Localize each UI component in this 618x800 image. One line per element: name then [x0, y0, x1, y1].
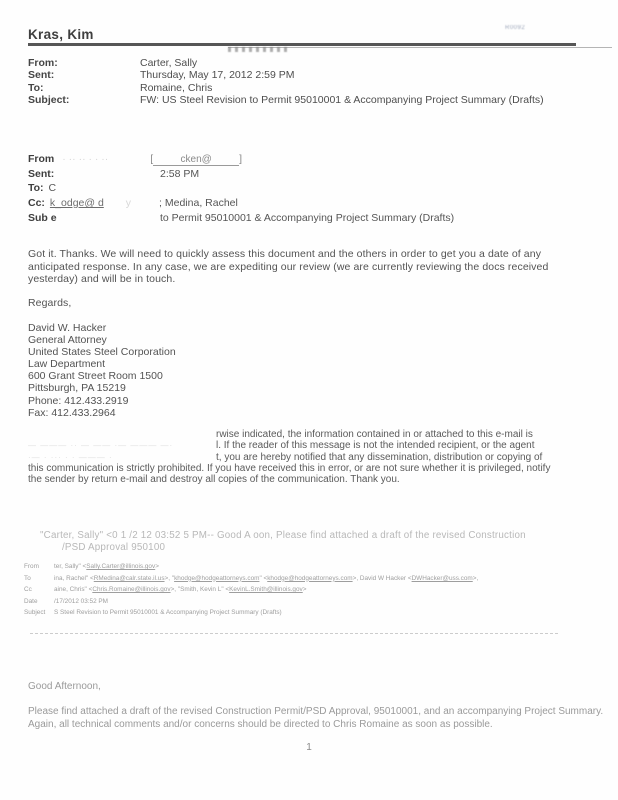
email-address: DWHacker@uss.com: [411, 574, 473, 582]
closing-line: Regards,: [28, 297, 72, 309]
notice-line: [28, 452, 600, 463]
notice-text: t, you are hereby notified that any dissemination, distribution or copying of: [216, 451, 543, 463]
subject-label: Subject: [24, 609, 46, 617]
date-value: /17/2012 03:52 PM: [54, 597, 109, 605]
from-value: Carter, Sally: [140, 57, 198, 69]
message-body-paragraph: Got it. Thanks. We will need to quickly assess this document and the others in order to get you a date of any anticipated response. In any case, we are expediting our review (we are currently reviewing the docs received yesterday) and will be in touch.: [28, 248, 549, 286]
stamp-mark: R0092: [505, 25, 526, 31]
to-text: >, David W Hacker <: [352, 574, 412, 582]
redacted-fragment: y: [125, 197, 132, 210]
sent-value: 2:58 PM: [160, 167, 200, 180]
header-field-row: [24, 607, 614, 619]
bracket-open: [: [150, 153, 154, 165]
sent-label: Sent:: [28, 167, 55, 180]
cc-label: Cc: [24, 586, 32, 594]
header-field-row: [24, 561, 614, 573]
recipient-name: Kras, Kim: [28, 27, 94, 42]
email-address: RMedina@calr.state.il.us: [93, 574, 165, 582]
signature-title: General Attorney: [28, 334, 107, 347]
header-field-row: [28, 167, 598, 182]
quoted-reply-line: /PSD Approval 950100: [62, 542, 166, 553]
notice-line: [28, 429, 600, 440]
sent-value: Thursday, May 17, 2012 2:59 PM: [140, 69, 295, 82]
sent-label: Sent:: [28, 69, 55, 82]
to-text: >,: [472, 574, 479, 582]
to-text: " <: [259, 574, 268, 582]
redacted-email-fragment: cken@: [153, 154, 239, 166]
email-header-block-2: [28, 152, 598, 226]
header-field-row: [24, 584, 614, 596]
cc-label: Cc:: [28, 197, 45, 210]
cc-text: >, "Smith, Kevin L" <: [170, 586, 230, 594]
signature-street: 600 Grant Street Room 1500: [28, 370, 163, 383]
to-value: Romaine, Chris: [140, 81, 213, 94]
email-address: KevinL.Smith@illinois.gov: [229, 586, 303, 594]
bracket-close: ]: [239, 153, 243, 165]
notice-line: this communication is strictly prohibited. If you have received this in error, or are not sure whether it is privileged, notify: [28, 463, 551, 475]
header-field-row: [28, 57, 598, 69]
email-address: Chris.Romaine@illinois.gov: [92, 586, 171, 594]
footer-paragraph: Please find attached a draft of the revised Construction Permit/PSD Approval, 95010001, and an accompanying Project Summary. Again, all technical comments and/or concerns should be directed to Chris Romaine as soon as possible.: [28, 706, 604, 731]
header-field-row: [28, 82, 598, 94]
email-address: khodge@hodgeattorneys.com: [174, 574, 260, 582]
signature-phone: Phone: 412.433.2919: [28, 394, 129, 407]
cc-text: >: [302, 586, 307, 594]
subject-value: S Steel Revision to Permit 95010001 & Accompanying Project Summary (Drafts): [54, 609, 282, 617]
to-value: [54, 573, 478, 585]
to-label: To:: [28, 81, 44, 94]
header-field-row: [24, 573, 614, 585]
to-text: >, ": [164, 574, 175, 582]
from-label: From: [24, 563, 39, 570]
header-rule: [28, 43, 576, 46]
header-field-row: [24, 596, 614, 608]
cc-value: [54, 584, 306, 596]
signature-city: Pittsburgh, PA 15219: [28, 382, 126, 395]
notice-line: the sender by return e-mail and destroy all copies of the communication. Thank you.: [28, 474, 400, 486]
header-field-row: [28, 69, 598, 81]
to-label: To: [24, 574, 31, 582]
cc-address-fragment: k_odge@ d: [49, 197, 104, 210]
date-label: Date: [24, 597, 38, 605]
quoted-reply-line: "Carter, Sally" <0 1 /2 12 03:52 5 PM-- Good A oon, Please find attached a draft of the revised Construction: [40, 530, 526, 541]
cc-value: ; Medina, Rachel: [159, 197, 238, 210]
notice-text: rwise indicated, the information contained in or attached to this e-mail is: [216, 429, 533, 440]
redacted-fragment: ·— · ··· · · ——— ·: [28, 452, 113, 462]
from-label: From:: [28, 57, 58, 69]
header-field-row: [28, 196, 598, 211]
header-field-row: [28, 94, 598, 106]
header-field-row: [28, 211, 598, 226]
to-text: ina, Rachel" <: [54, 574, 94, 582]
page-number: 1: [306, 742, 312, 753]
cc-text: aine, Chris" <: [54, 586, 93, 594]
signature-company: United States Steel Corporation: [28, 346, 176, 359]
from-label: From: [28, 153, 55, 165]
to-value: C: [48, 182, 57, 195]
footer-greeting: Good Afternoon,: [28, 681, 101, 692]
original-header-block: [24, 561, 614, 619]
notice-text: l. If the reader of this message is not the intended recipient, or the agent: [216, 440, 535, 452]
email-address: Sally.Carter@illinois.gov: [86, 563, 156, 570]
signature-department: Law Department: [28, 358, 106, 371]
header-field-row: [28, 181, 598, 196]
email-header-block-1: [28, 57, 598, 106]
header-field-row: [28, 152, 598, 167]
signature-fax: Fax: 412.433.2964: [28, 406, 116, 419]
signature-name: David W. Hacker: [28, 322, 107, 334]
redacted-fragment: · ·· ·· · · ··: [62, 153, 109, 165]
notice-line: [28, 440, 600, 451]
scan-artifact-smudge: [228, 47, 290, 52]
subject-value: FW: US Steel Revision to Permit 95010001 & Accompanying Project Summary (Drafts): [140, 93, 544, 106]
from-text: ter, Sally" <: [54, 563, 87, 570]
from-value: [54, 561, 159, 573]
subject-value: to Permit 95010001 & Accompanying Project Summary (Drafts): [160, 211, 455, 224]
signature-block: [28, 322, 176, 419]
redacted-fragment: — ——— ·· — —— ·— ——— —·: [28, 441, 174, 451]
subject-label: Subject:: [28, 93, 70, 106]
email-address: khodge@hodgeattorneys.com: [267, 574, 353, 582]
quoted-reply: [40, 530, 600, 554]
subject-label: Sub e: [28, 211, 57, 224]
from-text: >: [155, 563, 159, 570]
to-label: To:: [28, 182, 44, 195]
confidentiality-notice: [28, 429, 600, 486]
dashed-separator: [30, 633, 558, 634]
